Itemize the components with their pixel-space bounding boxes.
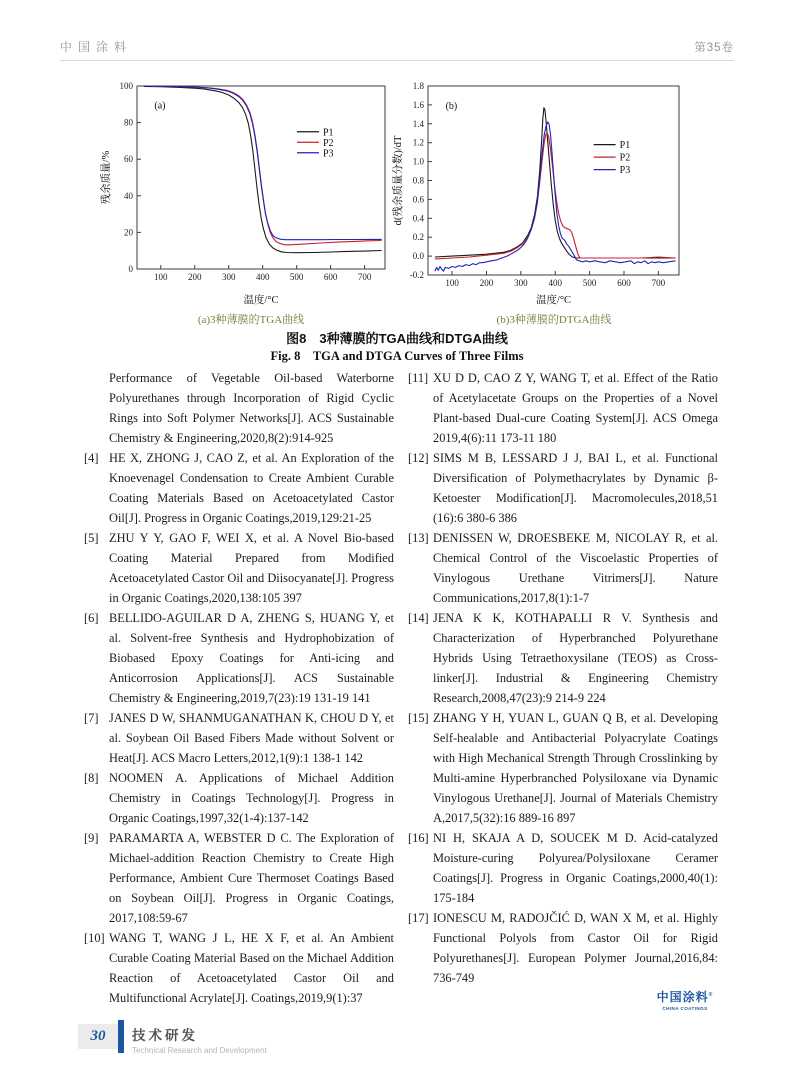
- svg-text:残余质量/%: 残余质量/%: [101, 150, 112, 205]
- svg-text:600: 600: [617, 278, 631, 288]
- svg-text:200: 200: [188, 272, 202, 282]
- svg-text:P3: P3: [322, 148, 334, 160]
- svg-text:40: 40: [124, 190, 133, 201]
- reference-number: [14]: [408, 611, 429, 625]
- reference-item: [84, 828, 394, 928]
- svg-text:(a): (a): [154, 100, 166, 112]
- logo-english: CHINA COATINGS: [662, 1006, 708, 1011]
- tga-chart: [100, 74, 402, 308]
- svg-text:100: 100: [154, 272, 168, 282]
- svg-text:P1: P1: [619, 140, 631, 152]
- reference-item: [84, 608, 394, 708]
- reference-number: [11]: [408, 371, 429, 385]
- svg-text:(b): (b): [445, 100, 458, 112]
- svg-text:P2: P2: [619, 152, 631, 164]
- svg-text:0.0: 0.0: [412, 251, 424, 262]
- figure-caption-en: Fig. 8 TGA and DTGA Curves of Three Films: [270, 349, 524, 363]
- svg-text:温度/°C: 温度/°C: [535, 295, 572, 306]
- svg-text:1.8: 1.8: [412, 81, 424, 91]
- reference-text: NOOMEN A. Applications of Michael Addition Chemistry in Coatings Technology[J]. Progress in Organic Coatings,1997,32(1-4):137-142: [109, 771, 394, 825]
- reference-item: [408, 368, 718, 448]
- reference-item: [408, 608, 718, 708]
- reference-number: [6]: [84, 611, 99, 625]
- svg-text:d(残余质量分数)/dT: d(残余质量分数)/dT: [393, 135, 404, 226]
- reference-item: [84, 768, 394, 828]
- svg-text:0: 0: [128, 264, 133, 274]
- svg-text:500: 500: [289, 272, 304, 282]
- reference-text: XU D D, CAO Z Y, WANG T, et al. Effect of the Ratio of Acetylacetate Groups on the Properties of a Novel Plant-based Dual-cure Coating System[J]. ACS Omega 2019,4(6):11 173-11 180: [433, 371, 718, 445]
- publisher-logo: [652, 988, 718, 1011]
- svg-text:1.4: 1.4: [412, 118, 424, 129]
- svg-text:P1: P1: [322, 127, 334, 139]
- registered-mark: ®: [708, 992, 714, 998]
- svg-text:1.6: 1.6: [412, 99, 424, 110]
- reference-text: Performance of Vegetable Oil-based Waterborne Polyurethanes through Incorporation of Rigid Cyclic Rings into Soft Polymer Networks[J]. ACS Sustainable Chemistry & Engineering,2020,8(2):914-925: [109, 371, 394, 445]
- references-left-column: [84, 368, 394, 1008]
- reference-text: SIMS M B, LESSARD J J, BAI L, et al. Functional Diversification of Polymethacrylates by Dynamic β-Ketoester Modification[J]. Macromolecules,2018,51 (16):6 380-6 386: [433, 451, 718, 525]
- logo-chinese: 中国涂料®: [656, 990, 714, 1004]
- reference-number: [5]: [84, 531, 99, 545]
- svg-text:300: 300: [221, 272, 236, 282]
- section-title-en: Technical Research and Development: [132, 1046, 267, 1055]
- reference-text: JANES D W, SHANMUGANATHAN K, CHOU D Y, et al. Soybean Oil Based Fibers Made without Solvent or Heat[J]. ACS Macro Letters,2012,1(9):1 138-1 142: [109, 711, 394, 765]
- svg-text:700: 700: [651, 278, 666, 288]
- reference-item: [84, 368, 394, 448]
- svg-text:300: 300: [514, 278, 528, 288]
- reference-item: [84, 708, 394, 768]
- reference-item: [84, 528, 394, 608]
- footer-accent-bar: [118, 1020, 124, 1053]
- svg-text:200: 200: [479, 278, 494, 288]
- svg-text:20: 20: [124, 227, 133, 238]
- reference-item: [408, 828, 718, 908]
- reference-number: [12]: [408, 451, 429, 465]
- svg-text:100: 100: [445, 278, 459, 288]
- reference-text: HE X, ZHONG J, CAO Z, et al. An Exploration of the Knoevenagel Condensation to Create Ambient Curable Coating Materials Based on Acetoacetylated Castor Oil[J]. Progress in Organic Coatings,2019,129:21-25: [109, 451, 394, 525]
- page-number: 30: [78, 1024, 118, 1049]
- svg-text:400: 400: [548, 278, 562, 288]
- section-title-cn: 技术研发: [132, 1028, 198, 1043]
- section-title-block: [132, 1024, 267, 1055]
- subcaption-b: (b)3种薄膜的DTGA曲线: [496, 314, 612, 326]
- reference-text: ZHU Y Y, GAO F, WEI X, et al. A Novel Bio-based Coating Material Prepared from Modified Acetoacetylated Castor Oil and Diisocyanate[J]. Progress in Organic Coatings,2020,138:105 397: [109, 531, 394, 605]
- dtga-chart: [392, 74, 716, 308]
- figure-caption-cn: 图8 3种薄膜的TGA曲线和DTGA曲线: [286, 331, 508, 346]
- reference-item: [84, 928, 394, 1008]
- svg-text:60: 60: [124, 154, 133, 165]
- reference-text: WANG T, WANG J L, HE X F, et al. An Ambient Curable Coating Material Based on the Michael Addition Reaction of Acetoacetylated Castor Oil and Multifunctional Acrylate[J]. Coatings,2019,9(1):37: [109, 931, 394, 1005]
- svg-text:0.4: 0.4: [412, 213, 424, 224]
- reference-item: [408, 708, 718, 828]
- reference-item: [84, 448, 394, 528]
- reference-item: [408, 908, 718, 988]
- reference-text: ZHANG Y H, YUAN L, GUAN Q B, et al. Developing Self-healable and Antibacterial Polyacrylate Coatings with High Mechanical Strength Through Crosslinking by Multi-amine Hyperbranched Polysiloxane via Dynamic Vinylogous Urethane[J]. Journal of Materials Chemistry A,2017,5(32):16 889-16 897: [433, 711, 718, 825]
- reference-item: [408, 528, 718, 608]
- reference-number: [4]: [84, 451, 99, 465]
- reference-number: [16]: [408, 831, 429, 845]
- svg-text:温度/°C: 温度/°C: [243, 295, 279, 306]
- svg-text:1.0: 1.0: [412, 156, 424, 167]
- svg-text:P3: P3: [619, 165, 631, 177]
- reference-number: [7]: [84, 711, 99, 725]
- reference-text: NI H, SKAJA A D, SOUCEK M D. Acid-catalyzed Moisture-curing Polyurea/Polysiloxane Ceramer Coatings[J]. Progress in Organic Coatings,2000,40(1): 175-184: [433, 831, 718, 905]
- svg-text:500: 500: [582, 278, 597, 288]
- subcaption-a: (a)3种薄膜的TGA曲线: [197, 314, 305, 326]
- svg-text:1.2: 1.2: [412, 137, 424, 148]
- reference-item: [408, 448, 718, 528]
- references-section: [84, 368, 718, 1008]
- reference-text: DENISSEN W, DROESBEKE M, NICOLAY R, et al. Chemical Control of the Viscoelastic Properties of Vinylogous Urethane Vitrimers[J]. Nature Communications,2017,8(1):1-7: [433, 531, 718, 605]
- reference-number: [9]: [84, 831, 99, 845]
- reference-text: BELLIDO-AGUILAR D A, ZHENG S, HUANG Y, et al. Solvent-free Synthesis and Hydrophobization of Biobased Epoxy Coatings for Anti-icing and Anticorrosion Applications[J]. ACS Sustainable Chemistry & Engineering,2019,7(23):19 131-19 141: [109, 611, 394, 705]
- references-right-column: [408, 368, 718, 1008]
- reference-number: [10]: [84, 931, 105, 945]
- svg-text:0.8: 0.8: [412, 175, 424, 186]
- svg-text:600: 600: [323, 272, 338, 282]
- svg-text:400: 400: [255, 272, 270, 282]
- reference-number: [17]: [408, 911, 429, 925]
- svg-text:100: 100: [119, 81, 133, 91]
- reference-number: [13]: [408, 531, 429, 545]
- svg-text:700: 700: [357, 272, 372, 282]
- reference-number: [8]: [84, 771, 99, 785]
- page-footer: [78, 1024, 267, 1055]
- reference-text: JENA K K, KOTHAPALLI R V. Synthesis and Characterization of Hyperbranched Polyurethane Hybrids Using Tetraethoxysilane (TEOS) as Cross-linker[J]. Industrial & Engineering Chemistry Research,2008,47(23):9 214-9 224: [433, 611, 718, 705]
- svg-text:P2: P2: [322, 137, 334, 149]
- page-header: [60, 38, 734, 61]
- journal-name: 中国涂料: [60, 40, 133, 54]
- reference-text: IONESCU M, RADOJČIĆ D, WAN X M, et al. Highly Functional Polyols from Castor Oil for Rigid Polyurethanes[J]. European Polymer Journal,2016,84: 736-749: [433, 911, 718, 985]
- svg-text:-0.2: -0.2: [409, 270, 424, 280]
- volume-label: 第35卷: [694, 42, 734, 54]
- svg-text:0.2: 0.2: [412, 232, 424, 243]
- svg-text:0.6: 0.6: [412, 194, 424, 205]
- reference-number: [15]: [408, 711, 429, 725]
- reference-text: PARAMARTA A, WEBSTER D C. The Exploration of Michael-addition Reaction Chemistry to Create High Performance, Ambient Cure Thermoset Coatings Based on Soybean Oil[J]. Progress in Organic Coatings, 2017,108:59-67: [109, 831, 394, 925]
- svg-text:80: 80: [124, 117, 133, 128]
